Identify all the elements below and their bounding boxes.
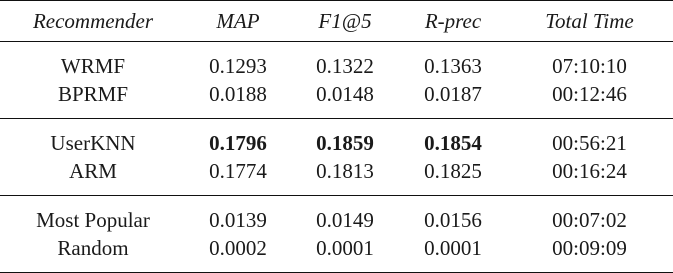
time-value: 00:09:09 xyxy=(506,234,673,273)
header-map: MAP xyxy=(186,1,290,42)
table-header xyxy=(0,1,673,42)
header-recommender: Recommender xyxy=(0,1,186,42)
rprec-value: 0.1825 xyxy=(400,157,506,196)
header-f1-at-5: F1@5 xyxy=(290,1,400,42)
map-value: 0.0002 xyxy=(186,234,290,273)
rprec-value: 0.0001 xyxy=(400,234,506,273)
f1-value: 0.0149 xyxy=(316,207,374,232)
table-row xyxy=(0,42,673,81)
group-baselines xyxy=(0,196,673,273)
header-r-prec: R-prec xyxy=(400,1,506,42)
f1-value: 0.0148 xyxy=(290,80,400,119)
group-neighborhood xyxy=(0,119,673,196)
table-row xyxy=(0,196,673,235)
f1-value: 0.0001 xyxy=(290,234,400,273)
map-value: 0.1293 xyxy=(209,53,267,78)
f1-value: 0.1859 xyxy=(316,130,374,155)
time-value: 00:16:24 xyxy=(506,157,673,196)
rprec-value: 0.1363 xyxy=(424,53,482,78)
rprec-value: 0.0156 xyxy=(424,207,482,232)
table-row xyxy=(0,119,673,158)
header-total-time: Total Time xyxy=(506,1,673,42)
f1-value: 0.1322 xyxy=(316,53,374,78)
f1-value: 0.1813 xyxy=(290,157,400,196)
recommender-name: Random xyxy=(0,234,186,273)
table-row xyxy=(0,234,673,273)
time-value: 00:07:02 xyxy=(552,207,627,232)
recommender-name: ARM xyxy=(0,157,186,196)
time-value: 00:56:21 xyxy=(552,130,627,155)
table-row xyxy=(0,157,673,196)
map-value: 0.0188 xyxy=(186,80,290,119)
time-value: 07:10:10 xyxy=(552,53,627,78)
table-row xyxy=(0,80,673,119)
rprec-value: 0.1854 xyxy=(424,130,482,155)
rprec-value: 0.0187 xyxy=(400,80,506,119)
map-value: 0.1774 xyxy=(186,157,290,196)
time-value: 00:12:46 xyxy=(506,80,673,119)
recommender-name: Most Popular xyxy=(36,207,150,232)
map-value: 0.0139 xyxy=(209,207,267,232)
header-row xyxy=(0,1,673,42)
recommender-name: BPRMF xyxy=(0,80,186,119)
recommender-name: UserKNN xyxy=(50,130,136,155)
map-value: 0.1796 xyxy=(209,130,267,155)
group-matrix-factorization xyxy=(0,42,673,119)
recommender-name: WRMF xyxy=(60,53,126,78)
